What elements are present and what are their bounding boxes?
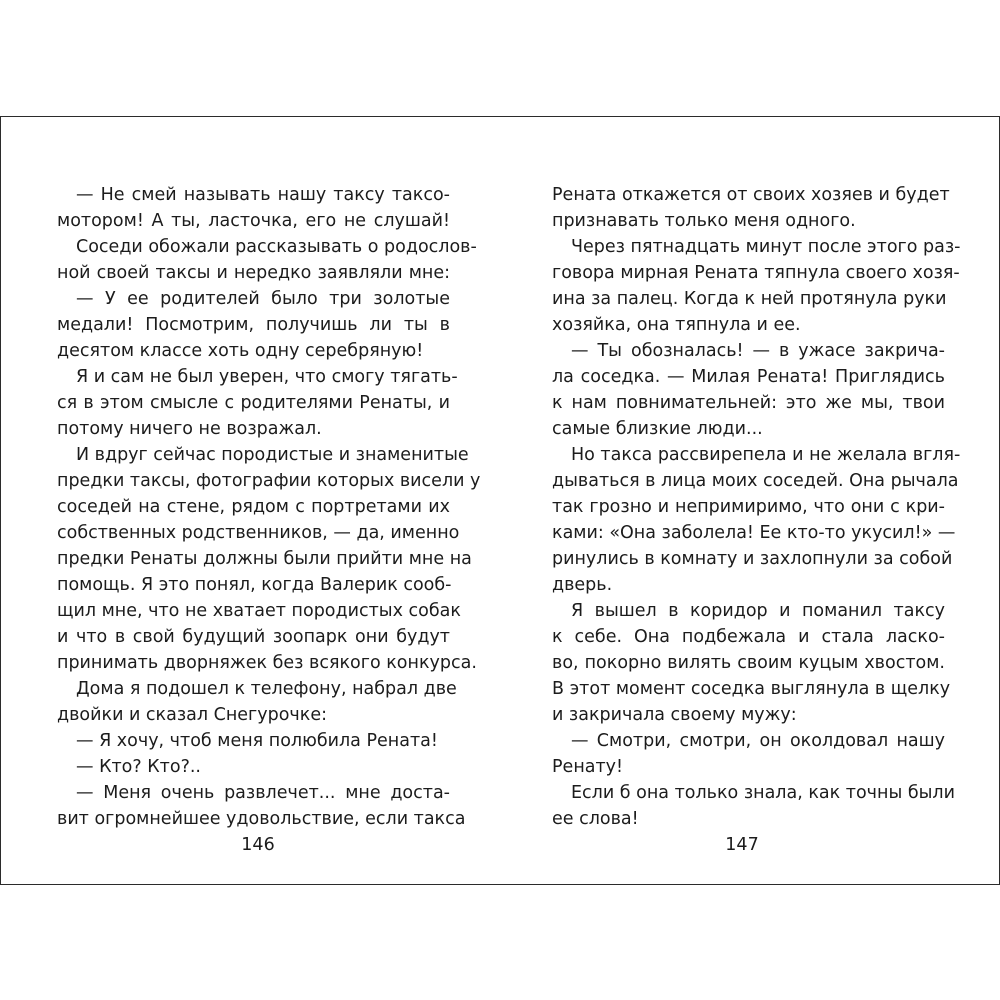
text-line: ками: «Она заболела! Ее кто-то укусил!» —	[552, 523, 956, 543]
text-line: хозяйка, она тяпнула и ее.	[552, 315, 801, 335]
text-line: Через пятнадцать минут после этого раз-	[571, 237, 961, 257]
text-line: — Смотри, смотри, он околдовал нашу	[571, 731, 945, 751]
text-line: двойки и сказал Снегурочке:	[57, 705, 327, 725]
text-line: потому ничего не возражал.	[57, 419, 322, 439]
text-line: — Не смей называть нашу таксу таксо-	[76, 185, 450, 205]
text-line: ее слова!	[552, 809, 639, 829]
text-line: во, покорно вилять своим куцым хвостом.	[552, 653, 945, 673]
text-line: и закричала своему мужу:	[552, 705, 797, 725]
text-line: Но такса рассвирепела и не желала вгля-	[571, 445, 961, 465]
text-line: — Ты обозналась! — в ужасе закрича-	[571, 341, 945, 361]
text-line: И вдруг сейчас породистые и знаменитые	[76, 445, 469, 465]
text-line: — Кто? Кто?..	[76, 757, 201, 777]
text-line: ринулись в комнату и захлопнули за собой	[552, 549, 953, 569]
text-line: вит огромнейшее удовольствие, если такса	[57, 809, 466, 829]
text-line: дываться в лица моих соседей. Она рычала	[552, 471, 959, 491]
text-line: к нам повнимательней: это же мы, твои	[552, 393, 945, 413]
text-line: Если б она только знала, как точны были	[571, 783, 955, 803]
text-line: мотором! А ты, ласточка, его не слушай!	[57, 211, 450, 231]
page-number-right: 147	[725, 835, 759, 855]
text-line: — У ее родителей было три золотые	[76, 289, 450, 309]
text-line: Рената откажется от своих хозяев и будет	[552, 185, 950, 205]
text-line: Дома я подошел к телефону, набрал две	[76, 679, 457, 699]
text-line: помощь. Я это понял, когда Валерик сооб-	[57, 575, 452, 595]
text-line: предки Ренаты должны были прийти мне на	[57, 549, 472, 569]
text-line: предки таксы, фотографии которых висели у	[57, 471, 481, 491]
book-spread	[0, 116, 1000, 885]
text-line: ла соседка. — Милая Рената! Приглядись	[552, 367, 945, 387]
text-line: В этот момент соседка выглянула в щелку	[552, 679, 951, 699]
text-line: Ренату!	[552, 757, 624, 777]
text-line: Я вышел в коридор и поманил таксу	[571, 601, 945, 621]
text-line: так грозно и непримиримо, что они с кри-	[552, 497, 945, 517]
text-line: собственных родственников, — да, именно	[57, 523, 460, 543]
text-line: десятом классе хоть одну серебряную!	[57, 341, 424, 361]
text-line: ина за палец. Когда к ней протянула руки	[552, 289, 947, 309]
text-line: говора мирная Рената тяпнула своего хозя-	[552, 263, 960, 283]
text-line: признавать только меня одного.	[552, 211, 856, 231]
text-line: самые близкие люди...	[552, 419, 763, 439]
text-line: дверь.	[552, 575, 613, 595]
text-line: и что в свой будущий зоопарк они будут	[57, 627, 450, 647]
text-line: соседей на стене, рядом с портретами их	[57, 497, 450, 517]
text-line: ся в этом смысле с родителями Ренаты, и	[57, 393, 450, 413]
text-line: к себе. Она подбежала и стала ласко-	[552, 627, 945, 647]
page-number-left: 146	[241, 835, 275, 855]
text-line: — Я хочу, чтоб меня полюбила Рената!	[76, 731, 438, 751]
text-line: принимать дворняжек без всякого конкурса.	[57, 653, 477, 673]
text-line: — Меня очень развлечет... мне достa-	[76, 783, 450, 803]
text-line: Я и сам не был уверен, что смогу тягать-	[76, 367, 458, 387]
text-line: Соседи обожали рассказывать о родослов-	[76, 237, 477, 257]
text-line: ной своей таксы и нередко заявляли мне:	[57, 263, 450, 283]
text-line: щил мне, что не хватает породистых собак	[57, 601, 461, 621]
text-line: медали! Посмотрим, получишь ли ты в	[57, 315, 450, 335]
